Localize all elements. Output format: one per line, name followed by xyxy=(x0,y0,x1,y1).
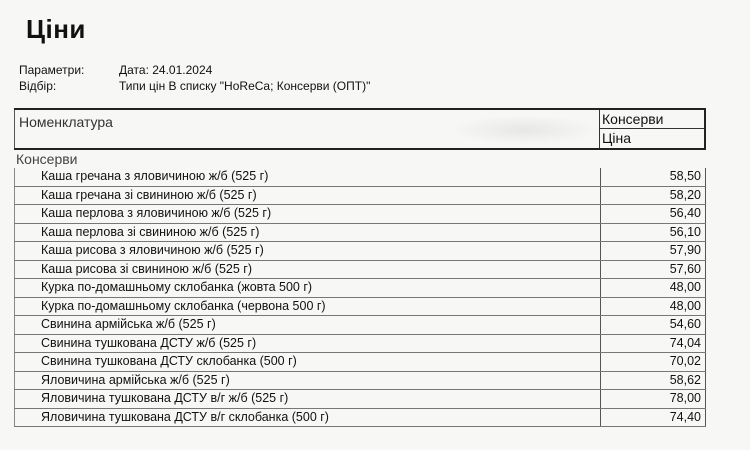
product-name: Каша рисова зі свининою ж/б (525 г) xyxy=(14,261,600,279)
table-row xyxy=(14,168,706,187)
param-key: Відбір: xyxy=(19,79,57,93)
product-name: Курка по-домашньому склобанка (червона 500 г) xyxy=(14,298,600,316)
product-price: 48,00 xyxy=(600,298,706,316)
table-row xyxy=(14,279,706,298)
product-price: 57,60 xyxy=(600,261,706,279)
group-row: Консерви xyxy=(16,151,78,167)
product-name: Каша перлова зі свининою ж/б (525 г) xyxy=(14,224,600,242)
product-name: Каша гречана зі свининою ж/б (525 г) xyxy=(14,187,600,205)
table-row xyxy=(14,261,706,280)
product-price: 48,00 xyxy=(600,279,706,297)
table-row xyxy=(14,224,706,243)
table-row xyxy=(14,316,706,335)
product-name: Яловичина армійська ж/б (525 г) xyxy=(14,372,600,390)
product-price: 58,62 xyxy=(600,372,706,390)
product-price: 74,40 xyxy=(600,409,706,427)
param-value: Дата: 24.01.2024 xyxy=(119,63,213,77)
product-price: 56,10 xyxy=(600,224,706,242)
product-price: 54,60 xyxy=(600,316,706,334)
table-row xyxy=(14,298,706,317)
product-name: Каша гречана з яловичиною ж/б (525 г) xyxy=(14,168,600,186)
column-header-name: Номенклатура xyxy=(14,110,599,148)
report-parameters xyxy=(19,62,370,94)
product-price: 58,50 xyxy=(600,168,706,186)
product-name: Каша перлова з яловичиною ж/б (525 г) xyxy=(14,205,600,223)
param-key: Параметри: xyxy=(19,63,85,77)
product-name: Яловичина тушкована ДСТУ в/г ж/б (525 г) xyxy=(14,390,600,408)
column-header-price-block xyxy=(599,110,706,148)
product-name: Курка по-домашньому склобанка (жовта 500 г) xyxy=(14,279,600,297)
table-row xyxy=(14,372,706,391)
table-row xyxy=(14,353,706,372)
product-name: Каша рисова з яловичиною ж/б (525 г) xyxy=(14,242,600,260)
column-header-group: Консерви xyxy=(600,110,704,129)
table-header xyxy=(14,108,706,150)
table-row xyxy=(14,390,706,409)
product-price: 58,20 xyxy=(600,187,706,205)
product-price: 70,02 xyxy=(600,353,706,371)
column-header-price: Ціна xyxy=(602,130,631,146)
product-name: Свинина армійська ж/б (525 г) xyxy=(14,316,600,334)
product-price: 56,40 xyxy=(600,205,706,223)
param-row-filter xyxy=(19,78,370,94)
product-price: 74,04 xyxy=(600,335,706,353)
product-name: Яловичина тушкована ДСТУ в/г склобанка (500 г) xyxy=(14,409,600,427)
product-price: 57,90 xyxy=(600,242,706,260)
table-body xyxy=(14,168,706,427)
table-row xyxy=(14,409,706,428)
page-title: Ціни xyxy=(26,14,86,44)
product-price: 78,00 xyxy=(600,390,706,408)
product-name: Свинина тушкована ДСТУ ж/б (525 г) xyxy=(14,335,600,353)
table-row xyxy=(14,335,706,354)
price-table xyxy=(14,108,706,427)
param-value: Типи цін В списку "HoReCa; Консерви (ОПТ)" xyxy=(119,79,371,93)
table-row xyxy=(14,187,706,206)
param-row-date xyxy=(19,62,370,78)
table-row xyxy=(14,242,706,261)
table-row xyxy=(14,205,706,224)
product-name: Свинина тушкована ДСТУ склобанка (500 г) xyxy=(14,353,600,371)
